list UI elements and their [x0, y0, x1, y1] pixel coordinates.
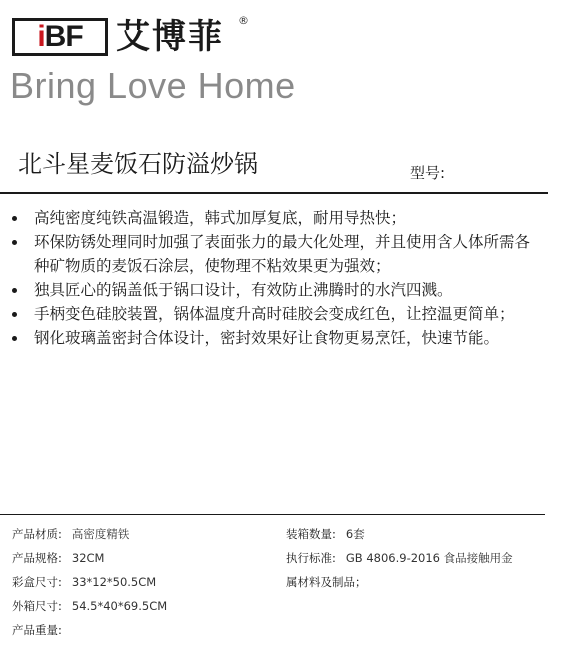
product-title: 北斗星麦饭石防溢炒锅 — [18, 150, 258, 178]
spec-pack-qty — [286, 522, 558, 546]
spec-label: 产品重量: — [12, 623, 62, 637]
bullet-icon — [12, 336, 17, 341]
spec-value: 6套 — [345, 527, 365, 541]
logo-main: BF — [44, 20, 83, 53]
spec-label: 产品规格: — [12, 551, 62, 565]
model-label: 型号: — [410, 164, 446, 182]
bullet-icon — [12, 216, 17, 221]
spec-size — [12, 546, 272, 570]
feature-text: 手柄变色硅胶装置，锅体温度升高时硅胶会变成红色，让控温更简单； — [34, 305, 515, 323]
bullet-icon — [12, 240, 17, 245]
feature-text: 高纯密度纯铁高温锻造，韩式加厚复底，耐用导热快； — [34, 209, 407, 227]
feature-item — [12, 230, 532, 278]
bullet-icon — [12, 312, 17, 317]
feature-item — [12, 326, 532, 350]
brand-slogan: Bring Love Home — [10, 65, 296, 106]
bullet-icon — [12, 288, 17, 293]
spec-standard-continued: 属材料及制品； — [286, 575, 367, 589]
feature-text: 钢化玻璃盖密封合体设计，密封效果好让食物更易烹饪，快速节能。 — [34, 329, 500, 347]
spec-label: 彩盒尺寸: — [12, 575, 62, 589]
feature-item — [12, 206, 532, 230]
spec-value: GB 4806.9-2016 食品接触用金 — [345, 551, 513, 565]
spec-value: 33*12*50.5CM — [71, 575, 157, 589]
spec-value: 32CM — [71, 551, 105, 565]
spec-standard — [286, 546, 558, 570]
brand-name: 艾博菲 — [116, 17, 224, 57]
spec-box-size — [12, 570, 272, 594]
spec-material — [12, 522, 272, 546]
spec-value: 高密度精铁 — [71, 527, 130, 541]
divider-top — [0, 192, 548, 194]
spec-label: 执行标准: — [286, 551, 336, 565]
feature-item — [12, 278, 532, 302]
spec-weight — [12, 618, 272, 642]
spec-carton-size — [12, 594, 272, 618]
brand-logo — [12, 14, 249, 60]
spec-value: 54.5*40*69.5CM — [71, 599, 168, 613]
spec-label: 外箱尺寸: — [12, 599, 62, 613]
feature-item — [12, 302, 532, 326]
registered-mark: ® — [238, 14, 249, 27]
logo-mark — [12, 18, 108, 56]
specs-right — [286, 522, 558, 594]
feature-text: 独具匠心的锅盖低于锅口设计，有效防止沸腾时的水汽四溅。 — [34, 281, 453, 299]
feature-text: 环保防锈处理同时加强了表面张力的最大化处理，并且使用含人体所需各种矿物质的麦饭石涂层，使物理不粘效果更为强效； — [34, 233, 531, 275]
spec-label: 装箱数量: — [286, 527, 336, 541]
logo-prefix: i — [37, 20, 45, 53]
feature-list — [12, 206, 532, 350]
specs-left — [12, 522, 272, 642]
spec-label: 产品材质: — [12, 527, 62, 541]
divider-bottom — [0, 514, 545, 515]
